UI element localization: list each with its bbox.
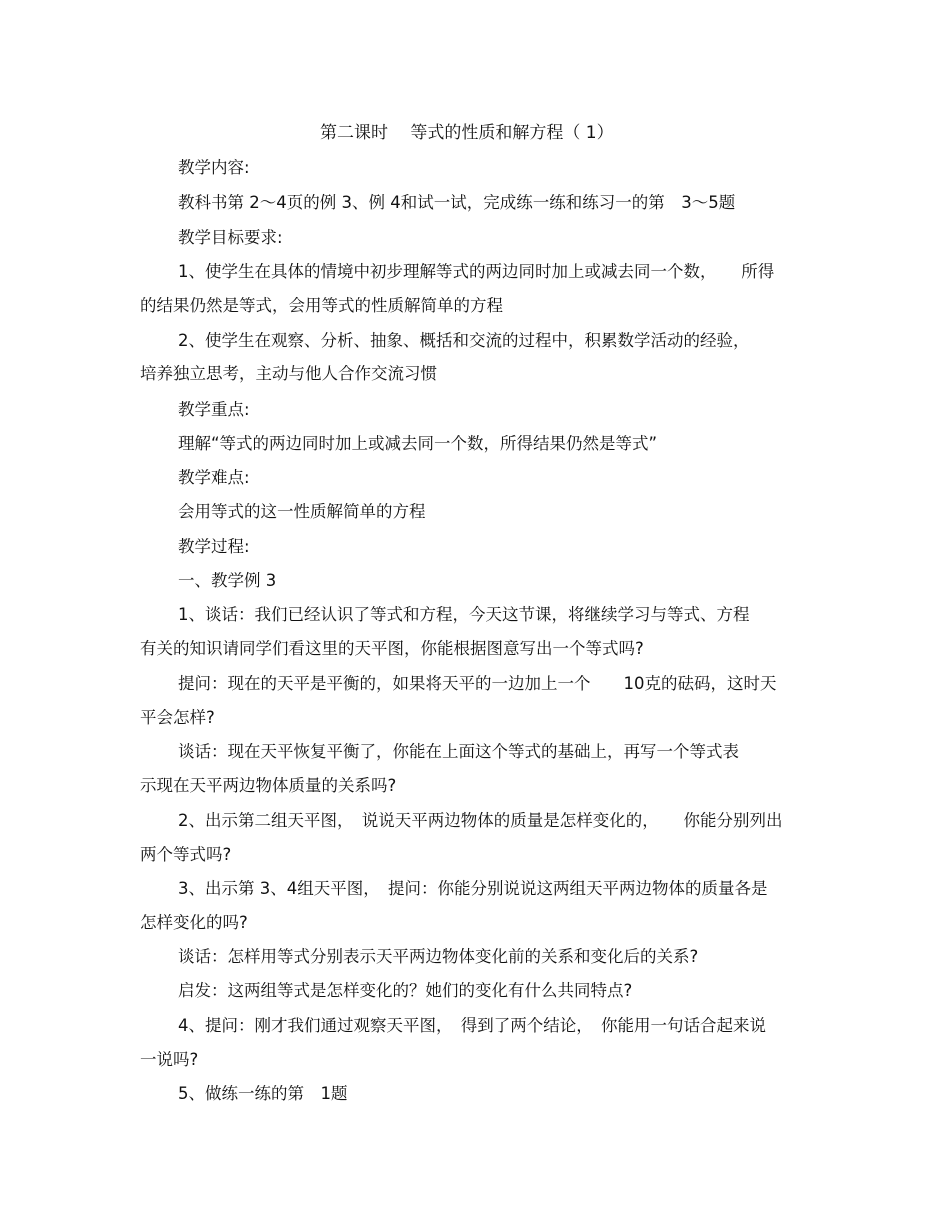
- paragraph-5-line-2: 怎样变化的吗?: [140, 913, 248, 932]
- part-1-heading: 一、教学例 3: [178, 571, 277, 590]
- paragraph-7: 启发：这两组等式是怎样变化的？她们的变化有什么共同特点?: [178, 981, 633, 1000]
- paragraph-9: 5、做练一练的第 1题: [178, 1084, 348, 1103]
- paragraph-6: 谈话：怎样用等式分别表示天平两边物体变化前的关系和变化后的关系?: [178, 947, 699, 966]
- content-heading: 教学内容:: [178, 158, 250, 177]
- goals-heading: 教学目标要求:: [178, 228, 283, 247]
- goal-1-line-2: 的结果仍然是等式，会用等式的性质解简单的方程: [140, 296, 503, 315]
- page-title: 第二课时 等式的性质和解方程（ 1）: [320, 123, 614, 143]
- difficulty-text: 会用等式的这一性质解简单的方程: [178, 502, 426, 521]
- difficulty-heading: 教学难点:: [178, 468, 250, 487]
- paragraph-3-line-1: 谈话：现在天平恢复平衡了，你能在上面这个等式的基础上，再写一个等式表: [178, 742, 739, 761]
- paragraph-4-line-2: 两个等式吗?: [140, 845, 232, 864]
- paragraph-2-line-2: 平会怎样?: [140, 708, 215, 727]
- content-text: 教科书第 2～4页的例 3、例 4和试一试，完成练一练和练习一的第 3～5题: [178, 193, 736, 212]
- paragraph-1-line-1: 1、谈话：我们已经认识了等式和方程，今天这节课，将继续学习与等式、方程: [178, 605, 750, 624]
- paragraph-8-line-1: 4、提问：刚才我们通过观察天平图， 得到了两个结论， 你能用一句话合起来说: [178, 1016, 766, 1035]
- paragraph-3-line-2: 示现在天平两边物体质量的关系吗?: [140, 776, 397, 795]
- paragraph-5-line-1: 3、出示第 3、4组天平图， 提问：你能分别说说这两组天平两边物体的质量各是: [178, 879, 768, 898]
- goal-2-line-2: 培养独立思考，主动与他人合作交流习惯: [140, 364, 437, 383]
- key-point-heading: 教学重点:: [178, 400, 250, 419]
- paragraph-2-line-1: 提问：现在的天平是平衡的，如果将天平的一边加上一个 10克的砝码，这时天: [178, 674, 777, 693]
- process-heading: 教学过程:: [178, 537, 250, 556]
- paragraph-1-line-2: 有关的知识请同学们看这里的天平图，你能根据图意写出一个等式吗?: [140, 639, 644, 658]
- goal-1-line-1: 1、使学生在具体的情境中初步理解等式的两边同时加上或减去同一个数， 所得: [178, 262, 775, 281]
- paragraph-8-line-2: 一说吗?: [140, 1050, 199, 1069]
- paragraph-4-line-1: 2、出示第二组天平图， 说说天平两边物体的质量是怎样变化的， 你能分别列出: [178, 811, 783, 830]
- key-point-text: 理解“等式的两边同时加上或减去同一个数，所得结果仍然是等式”: [178, 434, 658, 453]
- goal-2-line-1: 2、使学生在观察、分析、抽象、概括和交流的过程中，积累数学活动的经验，: [178, 331, 750, 350]
